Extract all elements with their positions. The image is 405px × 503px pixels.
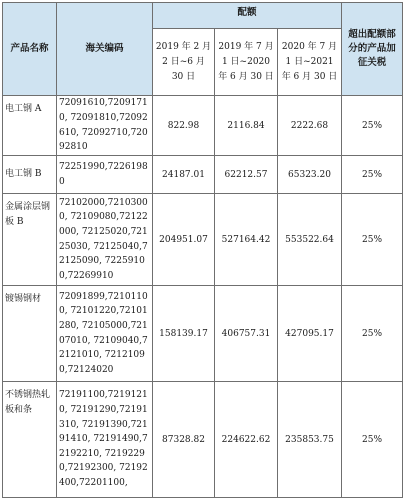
quota-period-1-cell: 158139.17	[153, 286, 215, 382]
quota-period-3-cell: 427095.17	[278, 286, 342, 382]
quota-period-3-cell: 553522.64	[278, 194, 342, 286]
customs-code-cell: 72091899,72101100, 72101220,72101280, 72105000,72107010, 72109040,72121010, 72121090,72124020	[57, 286, 153, 382]
quota-period-3-cell: 65323.20	[278, 156, 342, 194]
header-period-3: 2020 年 7 月 1 日~2021 年 6 月 30 日	[278, 29, 342, 96]
quota-period-3-cell: 2222.68	[278, 96, 342, 156]
header-quota: 配额	[153, 3, 342, 29]
customs-code-cell: 72251990,72261980	[57, 156, 153, 194]
quota-period-1-cell: 822.98	[153, 96, 215, 156]
product-name-cell: 不锈钢热轧板和条	[3, 382, 57, 498]
customs-code-cell: 72191100,72191210, 72191290,72191310, 72191390,72191410, 72191490,72192210, 72192290,72192300, 72192400,72201100,	[57, 382, 153, 498]
table-row	[3, 156, 403, 194]
quota-period-2-cell: 527164.42	[215, 194, 278, 286]
quota-period-2-cell: 62212.57	[215, 156, 278, 194]
table-row	[3, 382, 403, 498]
quota-period-2-cell: 224622.62	[215, 382, 278, 498]
header-period-1: 2019 年 2 月 2 日~6 月 30 日	[153, 29, 215, 96]
header-extra-tariff: 超出配额部分的产品加征关税	[342, 3, 403, 96]
customs-code-cell: 72091610,72091710, 72091810,72092610, 72092710,72092810	[57, 96, 153, 156]
tariff-cell: 25%	[342, 96, 403, 156]
steel-quota-table	[2, 2, 403, 498]
header-customs-code: 海关编码	[57, 3, 153, 96]
table-row	[3, 194, 403, 286]
table-row	[3, 286, 403, 382]
tariff-cell: 25%	[342, 194, 403, 286]
quota-period-2-cell: 2116.84	[215, 96, 278, 156]
product-name-cell: 金属涂层钢板 B	[3, 194, 57, 286]
tariff-cell: 25%	[342, 156, 403, 194]
tariff-cell: 25%	[342, 286, 403, 382]
product-name-cell: 镀锡钢材	[3, 286, 57, 382]
header-product-name: 产品名称	[3, 3, 57, 96]
customs-code-cell: 72102000,72103000, 72109080,72122000, 72125020,72125030, 72125040,72125090, 72259100,72269910	[57, 194, 153, 286]
table-row	[3, 96, 403, 156]
tariff-cell: 25%	[342, 382, 403, 498]
quota-period-1-cell: 204951.07	[153, 194, 215, 286]
product-name-cell: 电工钢 B	[3, 156, 57, 194]
header-period-2: 2019 年 7 月 1 日~2020 年 6 月 30 日	[215, 29, 278, 96]
quota-period-2-cell: 406757.31	[215, 286, 278, 382]
quota-period-1-cell: 24187.01	[153, 156, 215, 194]
quota-period-3-cell: 235853.75	[278, 382, 342, 498]
product-name-cell: 电工钢 A	[3, 96, 57, 156]
quota-period-1-cell: 87328.82	[153, 382, 215, 498]
